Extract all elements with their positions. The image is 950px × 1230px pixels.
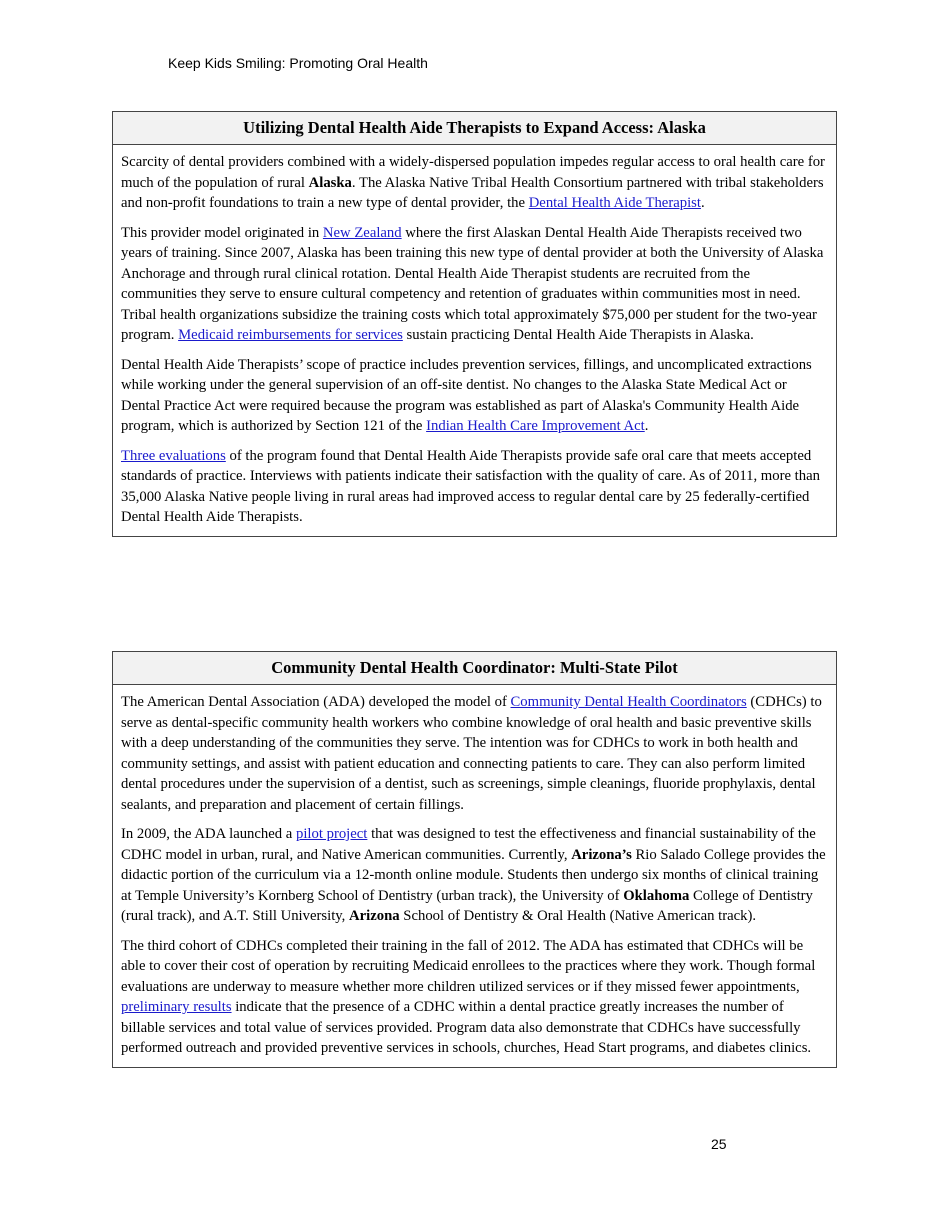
alaska-paragraph-3 [121, 355, 828, 437]
text-run: that was designed to test the effectiveness and financial sustainability of the CDHC model in urban, rural, and Native American communities. Currently, [121, 826, 816, 863]
alaska-sidebar-box [112, 111, 837, 537]
bold-state-name: Oklahoma [623, 887, 690, 904]
text-run: of the program found that Dental Health Aide Therapists provide safe oral care that meets accepted standards of practice. Interviews with patients indicate their satisfaction with the quality of care. As of 2011, more than 35,000 Alaska Native people living in rural areas had improved access to regular dental care by 25 federally-certified Dental Health Aide Therapists. [121, 447, 820, 525]
bold-state-name: Arizona [349, 908, 400, 924]
text-run: . [700, 195, 705, 211]
cdhc-sidebar-box [112, 651, 837, 1068]
page-number: 25 [711, 1136, 727, 1152]
community-dental-health-coordinators-link[interactable]: Community Dental Health Coordinators [510, 694, 747, 710]
pilot-project-link[interactable]: pilot project [296, 826, 368, 842]
preliminary-results-link[interactable]: preliminary results [121, 999, 232, 1015]
alaska-paragraph-2 [121, 223, 828, 346]
text-run: Scarcity of dental providers combined with a widely-dispersed population impedes regular access to oral health care for much of the population of rural [121, 154, 825, 191]
bold-state-name: Arizona’s [571, 846, 632, 863]
cdhc-box-title: Community Dental Health Coordinator: Multi-State Pilot [113, 652, 836, 685]
text-run: In 2009, the ADA launched a [121, 826, 296, 842]
alaska-box-title: Utilizing Dental Health Aide Therapists to Expand Access: Alaska [113, 112, 836, 145]
text-run: Rio Salado College provides the didactic portion of the curriculum via a 12-month online module. Students then undergo six months of clinical training at Temple University’s Kornberg School of Dentistry (urban track), the University of [121, 846, 826, 904]
alaska-paragraph-4 [121, 446, 828, 528]
text-run: School of Dentistry & Oral Health (Native American track). [399, 908, 757, 924]
cdhc-paragraph-2 [121, 824, 828, 927]
text-run: The American Dental Association (ADA) developed the model of [121, 694, 511, 710]
cdhc-paragraph-3 [121, 936, 828, 1059]
text-run: College of Dentistry (rural track), and A.T. Still University, [121, 887, 813, 924]
bold-state-name: Alaska [308, 174, 352, 191]
cdhc-box-body [113, 685, 836, 1067]
new-zealand-link[interactable]: New Zealand [322, 224, 402, 241]
medicaid-reimbursements-link[interactable]: Medicaid reimbursements for services [178, 327, 403, 343]
three-evaluations-link[interactable]: Three evaluations [121, 447, 226, 464]
text-run: indicate that the presence of a CDHC within a dental practice greatly increases the number of billable services and total value of services provided. Program data also demonstrate that CDHCs have successfully performed outreach and provided preventive services in schools, churches, Head Start programs, and diabetes clinics. [121, 999, 812, 1056]
text-run: The third cohort of CDHCs completed their training in the fall of 2012. The ADA has estimated that CDHCs will be able to cover their cost of operation by recruiting Medicaid enrollees to the practices where they work. Though formal evaluations are underway to measure whether more children utilized services or if they missed fewer appointments, [121, 937, 816, 995]
text-run: This provider model originated in [121, 224, 323, 241]
text-run: Dental Health Aide Therapists’ scope of practice includes prevention services, fillings, and uncomplicated extractions while working under the general supervision of an off-site dentist. No changes to the Alaska State Medical Act or Dental Practice Act were required because the program was established as part of Alaska's Community Health Aide program, which is authorized by Section 121 of the [121, 356, 812, 434]
alaska-box-body [113, 145, 836, 536]
alaska-paragraph-1 [121, 152, 828, 214]
running-header: Keep Kids Smiling: Promoting Oral Health [168, 55, 428, 71]
text-run: . [644, 418, 649, 434]
cdhc-paragraph-1 [121, 692, 828, 815]
text-run: where the first Alaskan Dental Health Aide Therapists received two years of training. Since 2007, Alaska has been training this new type of dental provider at both the University of Alaska Anchorage and through rural clinical rotation. Dental Health Aide Therapist students are recruited from the communities they serve to ensure cultural competency and retention of graduates within communities most in need. Tribal health organizations subsidize the training costs which total approximately $75,000 per student for the two-year program. [121, 224, 824, 343]
text-run: (CDHCs) to serve as dental-specific community health workers who combine knowledge of oral health and basic preventive skills with a deep understanding of the communities they serve. The intention was for CDHCs to work in both health and community settings, and assist with patient education and connecting patients to care. They can also perform limited dental procedures under the supervision of a dentist, such as screenings, simple cleanings, fluoride prophylaxis, dental sealants, and preparation and placement of certain fillings. [121, 694, 822, 813]
text-run: . The Alaska Native Tribal Health Consortium partnered with tribal stakeholders and non-profit foundations to train a new type of dental provider, the [121, 174, 824, 211]
text-run: sustain practicing Dental Health Aide Therapists in Alaska. [402, 327, 754, 343]
dental-health-aide-therapist-link[interactable]: Dental Health Aide Therapist [528, 195, 701, 211]
indian-health-care-improvement-act-link[interactable]: Indian Health Care Improvement Act [426, 418, 645, 434]
